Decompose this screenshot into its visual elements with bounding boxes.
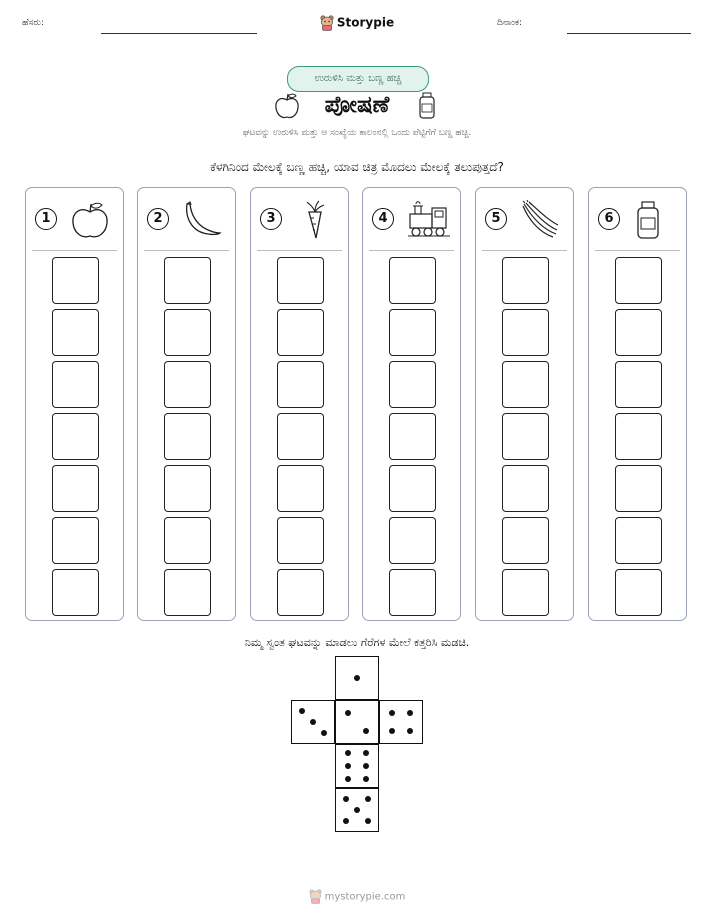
color-box[interactable] — [502, 361, 549, 408]
die-face-3 — [291, 700, 335, 744]
color-box[interactable] — [164, 517, 211, 564]
column-divider — [595, 250, 680, 251]
color-box[interactable] — [502, 569, 549, 616]
die-pip — [299, 708, 305, 714]
train-icon — [407, 200, 451, 244]
die-pip — [343, 818, 349, 824]
column-divider — [482, 250, 567, 251]
color-box[interactable] — [164, 465, 211, 512]
color-box[interactable] — [277, 309, 324, 356]
column-number: 2 — [147, 208, 169, 230]
green-beans-icon — [520, 200, 560, 244]
color-box[interactable] — [615, 413, 662, 460]
die-pip — [407, 710, 413, 716]
color-box[interactable] — [52, 413, 99, 460]
die-face-6 — [335, 744, 379, 788]
die-pip — [365, 818, 371, 824]
column-2 — [137, 187, 236, 621]
color-box[interactable] — [502, 465, 549, 512]
color-box[interactable] — [502, 309, 549, 356]
die-face-4 — [379, 700, 423, 744]
name-label: ಹೆಸರು: — [22, 18, 45, 28]
color-box[interactable] — [615, 569, 662, 616]
die-face-5 — [335, 788, 379, 832]
die-pip — [310, 719, 316, 725]
color-box[interactable] — [52, 465, 99, 512]
storypie-bear-icon — [320, 15, 334, 31]
brand-name: Storypie — [336, 15, 395, 30]
color-box[interactable] — [164, 257, 211, 304]
column-3 — [250, 187, 349, 621]
carrot-icon — [295, 200, 335, 244]
color-box[interactable] — [52, 361, 99, 408]
color-box[interactable] — [277, 361, 324, 408]
jar-icon — [633, 200, 663, 244]
column-5 — [475, 187, 574, 621]
footer-bear-icon — [309, 889, 322, 904]
footer — [0, 889, 714, 904]
color-box[interactable] — [389, 361, 436, 408]
column-number: 4 — [372, 208, 394, 230]
color-box[interactable] — [277, 517, 324, 564]
die-pip — [363, 728, 369, 734]
color-box[interactable] — [615, 465, 662, 512]
color-box[interactable] — [277, 465, 324, 512]
color-box[interactable] — [52, 257, 99, 304]
die-pip — [363, 750, 369, 756]
die-pip — [363, 776, 369, 782]
color-box[interactable] — [52, 309, 99, 356]
column-divider — [257, 250, 342, 251]
color-box[interactable] — [615, 309, 662, 356]
color-box[interactable] — [164, 361, 211, 408]
color-box[interactable] — [389, 413, 436, 460]
column-4 — [362, 187, 461, 621]
die-pip — [389, 710, 395, 716]
color-box[interactable] — [164, 413, 211, 460]
column-number: 6 — [598, 208, 620, 230]
title-jar-icon — [418, 92, 436, 120]
die-face-1 — [335, 656, 379, 700]
color-box[interactable] — [52, 517, 99, 564]
brand-logo — [0, 12, 714, 31]
instruction-cut-fold: ನಿಮ್ಮ ಸ್ವಂತ ಘಟವನ್ನು ಮಾಡಲು ಗೆರೆಗಳ ಮೇಲೆ ಕತ್ತರಿಸಿ ಮಡಚಿ. — [244, 636, 470, 649]
die-pip — [407, 728, 413, 734]
die-pip — [354, 807, 360, 813]
die-pip — [345, 763, 351, 769]
apple-icon — [70, 200, 110, 244]
color-box[interactable] — [615, 517, 662, 564]
column-divider — [32, 250, 117, 251]
date-label: ದಿನಾಂಕ: — [497, 18, 523, 28]
die-pip — [389, 728, 395, 734]
color-box[interactable] — [389, 465, 436, 512]
color-box[interactable] — [277, 257, 324, 304]
color-box[interactable] — [615, 257, 662, 304]
color-box[interactable] — [277, 413, 324, 460]
column-divider — [144, 250, 229, 251]
die-pip — [365, 796, 371, 802]
color-box[interactable] — [502, 257, 549, 304]
color-box[interactable] — [164, 569, 211, 616]
color-box[interactable] — [389, 257, 436, 304]
die-pip — [343, 796, 349, 802]
column-1 — [25, 187, 124, 621]
color-box[interactable] — [615, 361, 662, 408]
die-pip — [363, 763, 369, 769]
footer-url: mystorypie.com — [324, 891, 406, 903]
column-6 — [588, 187, 687, 621]
die-pip — [345, 710, 351, 716]
color-box[interactable] — [277, 569, 324, 616]
page-title: ಪೋಷಣೆ — [324, 92, 390, 118]
die-pip — [321, 730, 327, 736]
question-text: ಕೆಳಗಿನಿಂದ ಮೇಲಕ್ಕೆ ಬಣ್ಣ ಹಚ್ಚಿ, ಯಾವ ಚಿತ್ರ ಮೊದಲು ಮೇಲಕ್ಕೆ ತಲುಪುತ್ತದೆ? — [210, 160, 504, 174]
instruction-roll: ಘಟವನ್ನು ಉರುಳಿಸಿ ಮತ್ತು ಆ ಸಂಖ್ಯೆಯ ಕಾಲಂನಲ್ಲಿ ಒಂದು ಪೆಟ್ಟಿಗೆಗೆ ಬಣ್ಣ ಹಚ್ಚಿ. — [242, 128, 472, 138]
color-box[interactable] — [389, 517, 436, 564]
column-number: 3 — [260, 208, 282, 230]
column-number: 5 — [485, 208, 507, 230]
die-face-2 — [335, 700, 379, 744]
color-box[interactable] — [502, 413, 549, 460]
color-box[interactable] — [389, 309, 436, 356]
activity-pill: ಉರುಳಿಸಿ ಮತ್ತು ಬಣ್ಣ ಹಚ್ಚಿ — [287, 66, 429, 92]
date-field-line[interactable] — [567, 33, 691, 34]
column-divider — [369, 250, 454, 251]
die-pip — [345, 776, 351, 782]
color-box[interactable] — [389, 569, 436, 616]
name-field-line[interactable] — [101, 33, 257, 34]
color-box[interactable] — [164, 309, 211, 356]
die-pip — [345, 750, 351, 756]
column-number: 1 — [35, 208, 57, 230]
color-box[interactable] — [52, 569, 99, 616]
die-pip — [354, 675, 360, 681]
color-box[interactable] — [502, 517, 549, 564]
banana-icon — [182, 200, 222, 244]
